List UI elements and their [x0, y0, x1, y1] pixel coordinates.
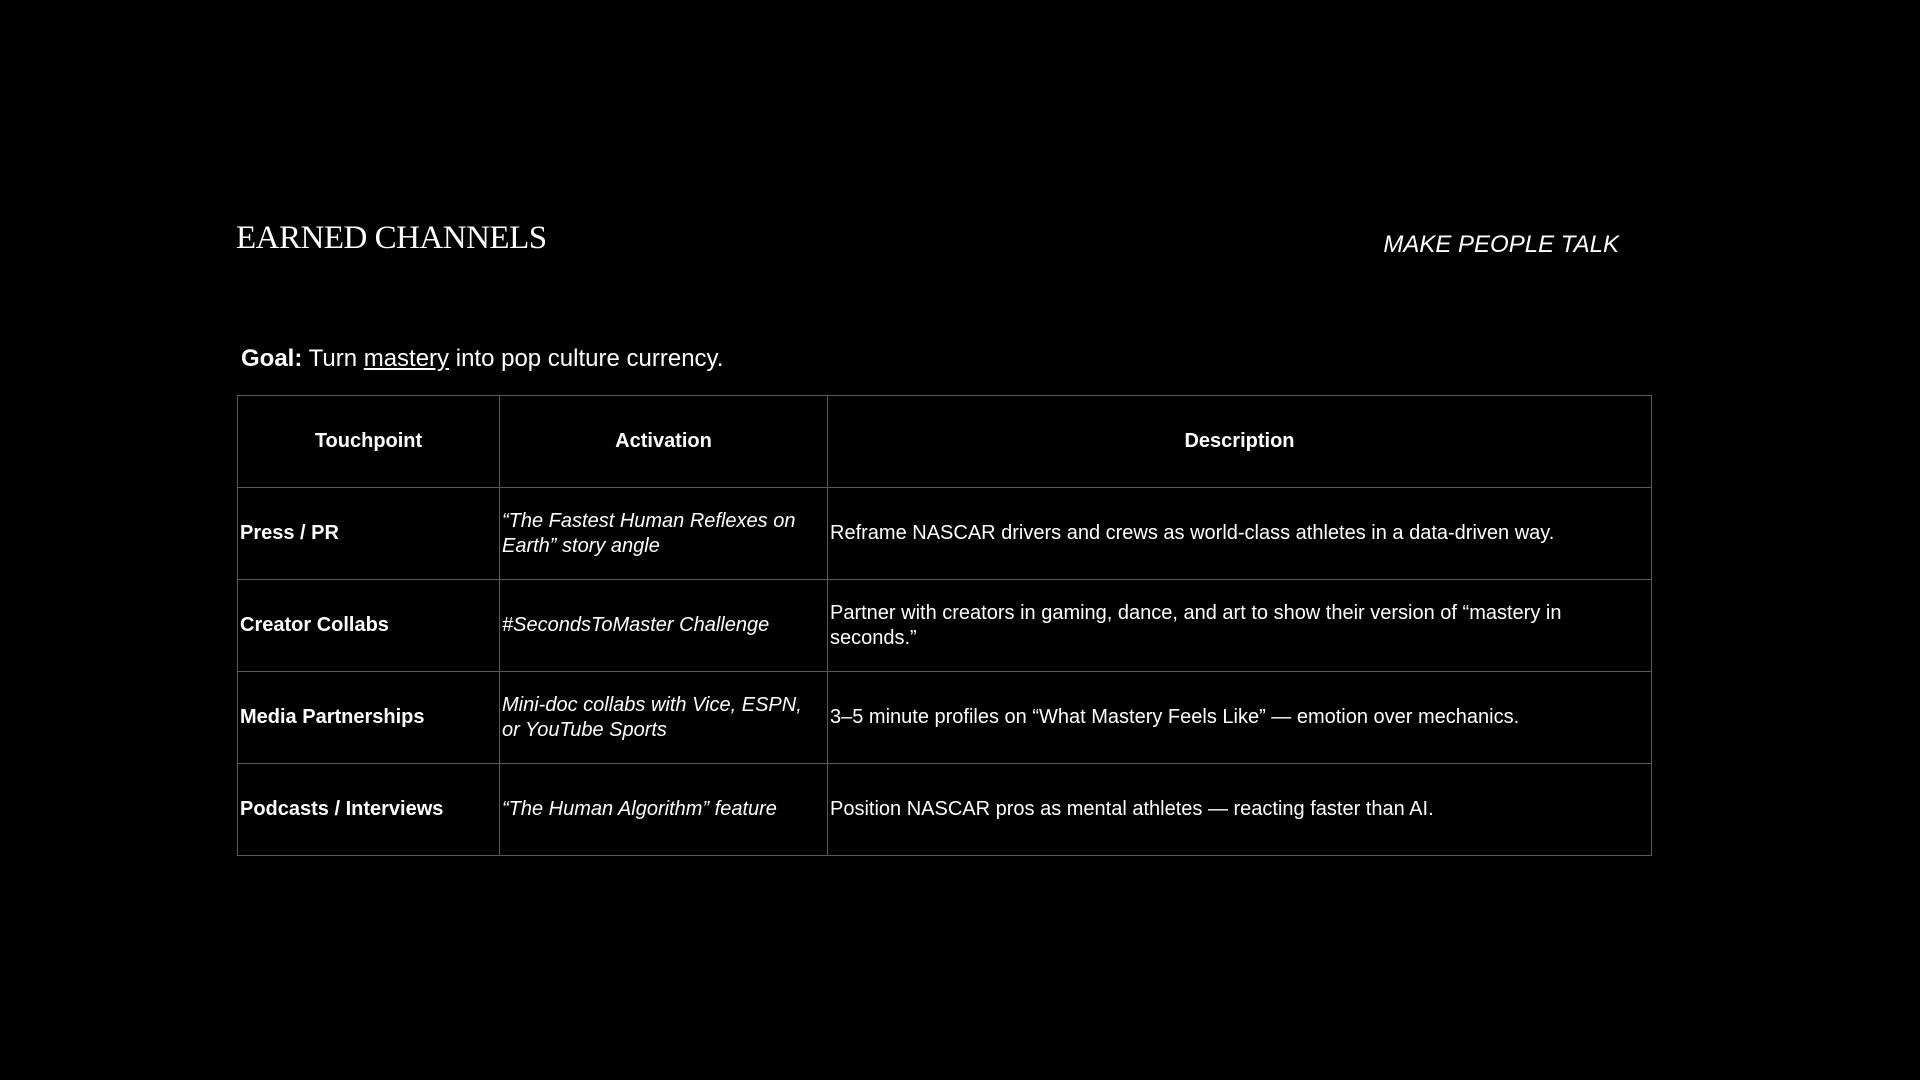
header-touchpoint: Touchpoint — [238, 396, 500, 488]
table-row — [238, 580, 1652, 672]
description-cell: 3–5 minute profiles on “What Mastery Feels Like” — emotion over mechanics. — [828, 672, 1652, 764]
table-row — [238, 764, 1652, 856]
header-description: Description — [828, 396, 1652, 488]
activation-cell: Mini-doc collabs with Vice, ESPN, or YouTube Sports — [500, 672, 828, 764]
touchpoint-cell: Podcasts / Interviews — [238, 764, 500, 856]
table-row — [238, 488, 1652, 580]
activation-cell: #SecondsToMaster Challenge — [500, 580, 828, 672]
goal-emphasis: mastery — [363, 345, 450, 372]
earned-channels-table — [237, 395, 1652, 856]
slide-title: EARNED CHANNELS — [236, 220, 547, 256]
slide-tagline: MAKE PEOPLE TALK — [1383, 231, 1619, 258]
table-row — [238, 672, 1652, 764]
touchpoint-cell: Creator Collabs — [238, 580, 500, 672]
description-cell: Partner with creators in gaming, dance, and art to show their version of “mastery in seconds.” — [828, 580, 1652, 672]
touchpoint-cell: Press / PR — [238, 488, 500, 580]
description-cell: Reframe NASCAR drivers and crews as world-class athletes in a data-driven way. — [828, 488, 1652, 580]
goal-text-before: Turn — [302, 345, 364, 372]
goal-label: Goal: — [241, 345, 303, 372]
activation-cell: “The Fastest Human Reflexes on Earth” story angle — [500, 488, 828, 580]
touchpoint-cell: Media Partnerships — [238, 672, 500, 764]
table-header-row — [238, 396, 1652, 488]
description-cell: Position NASCAR pros as mental athletes — reacting faster than AI. — [828, 764, 1652, 856]
activation-cell: “The Human Algorithm” feature — [500, 764, 828, 856]
header-activation: Activation — [500, 396, 828, 488]
goal-text-after: into pop culture currency. — [449, 345, 724, 372]
goal-statement — [241, 345, 723, 374]
